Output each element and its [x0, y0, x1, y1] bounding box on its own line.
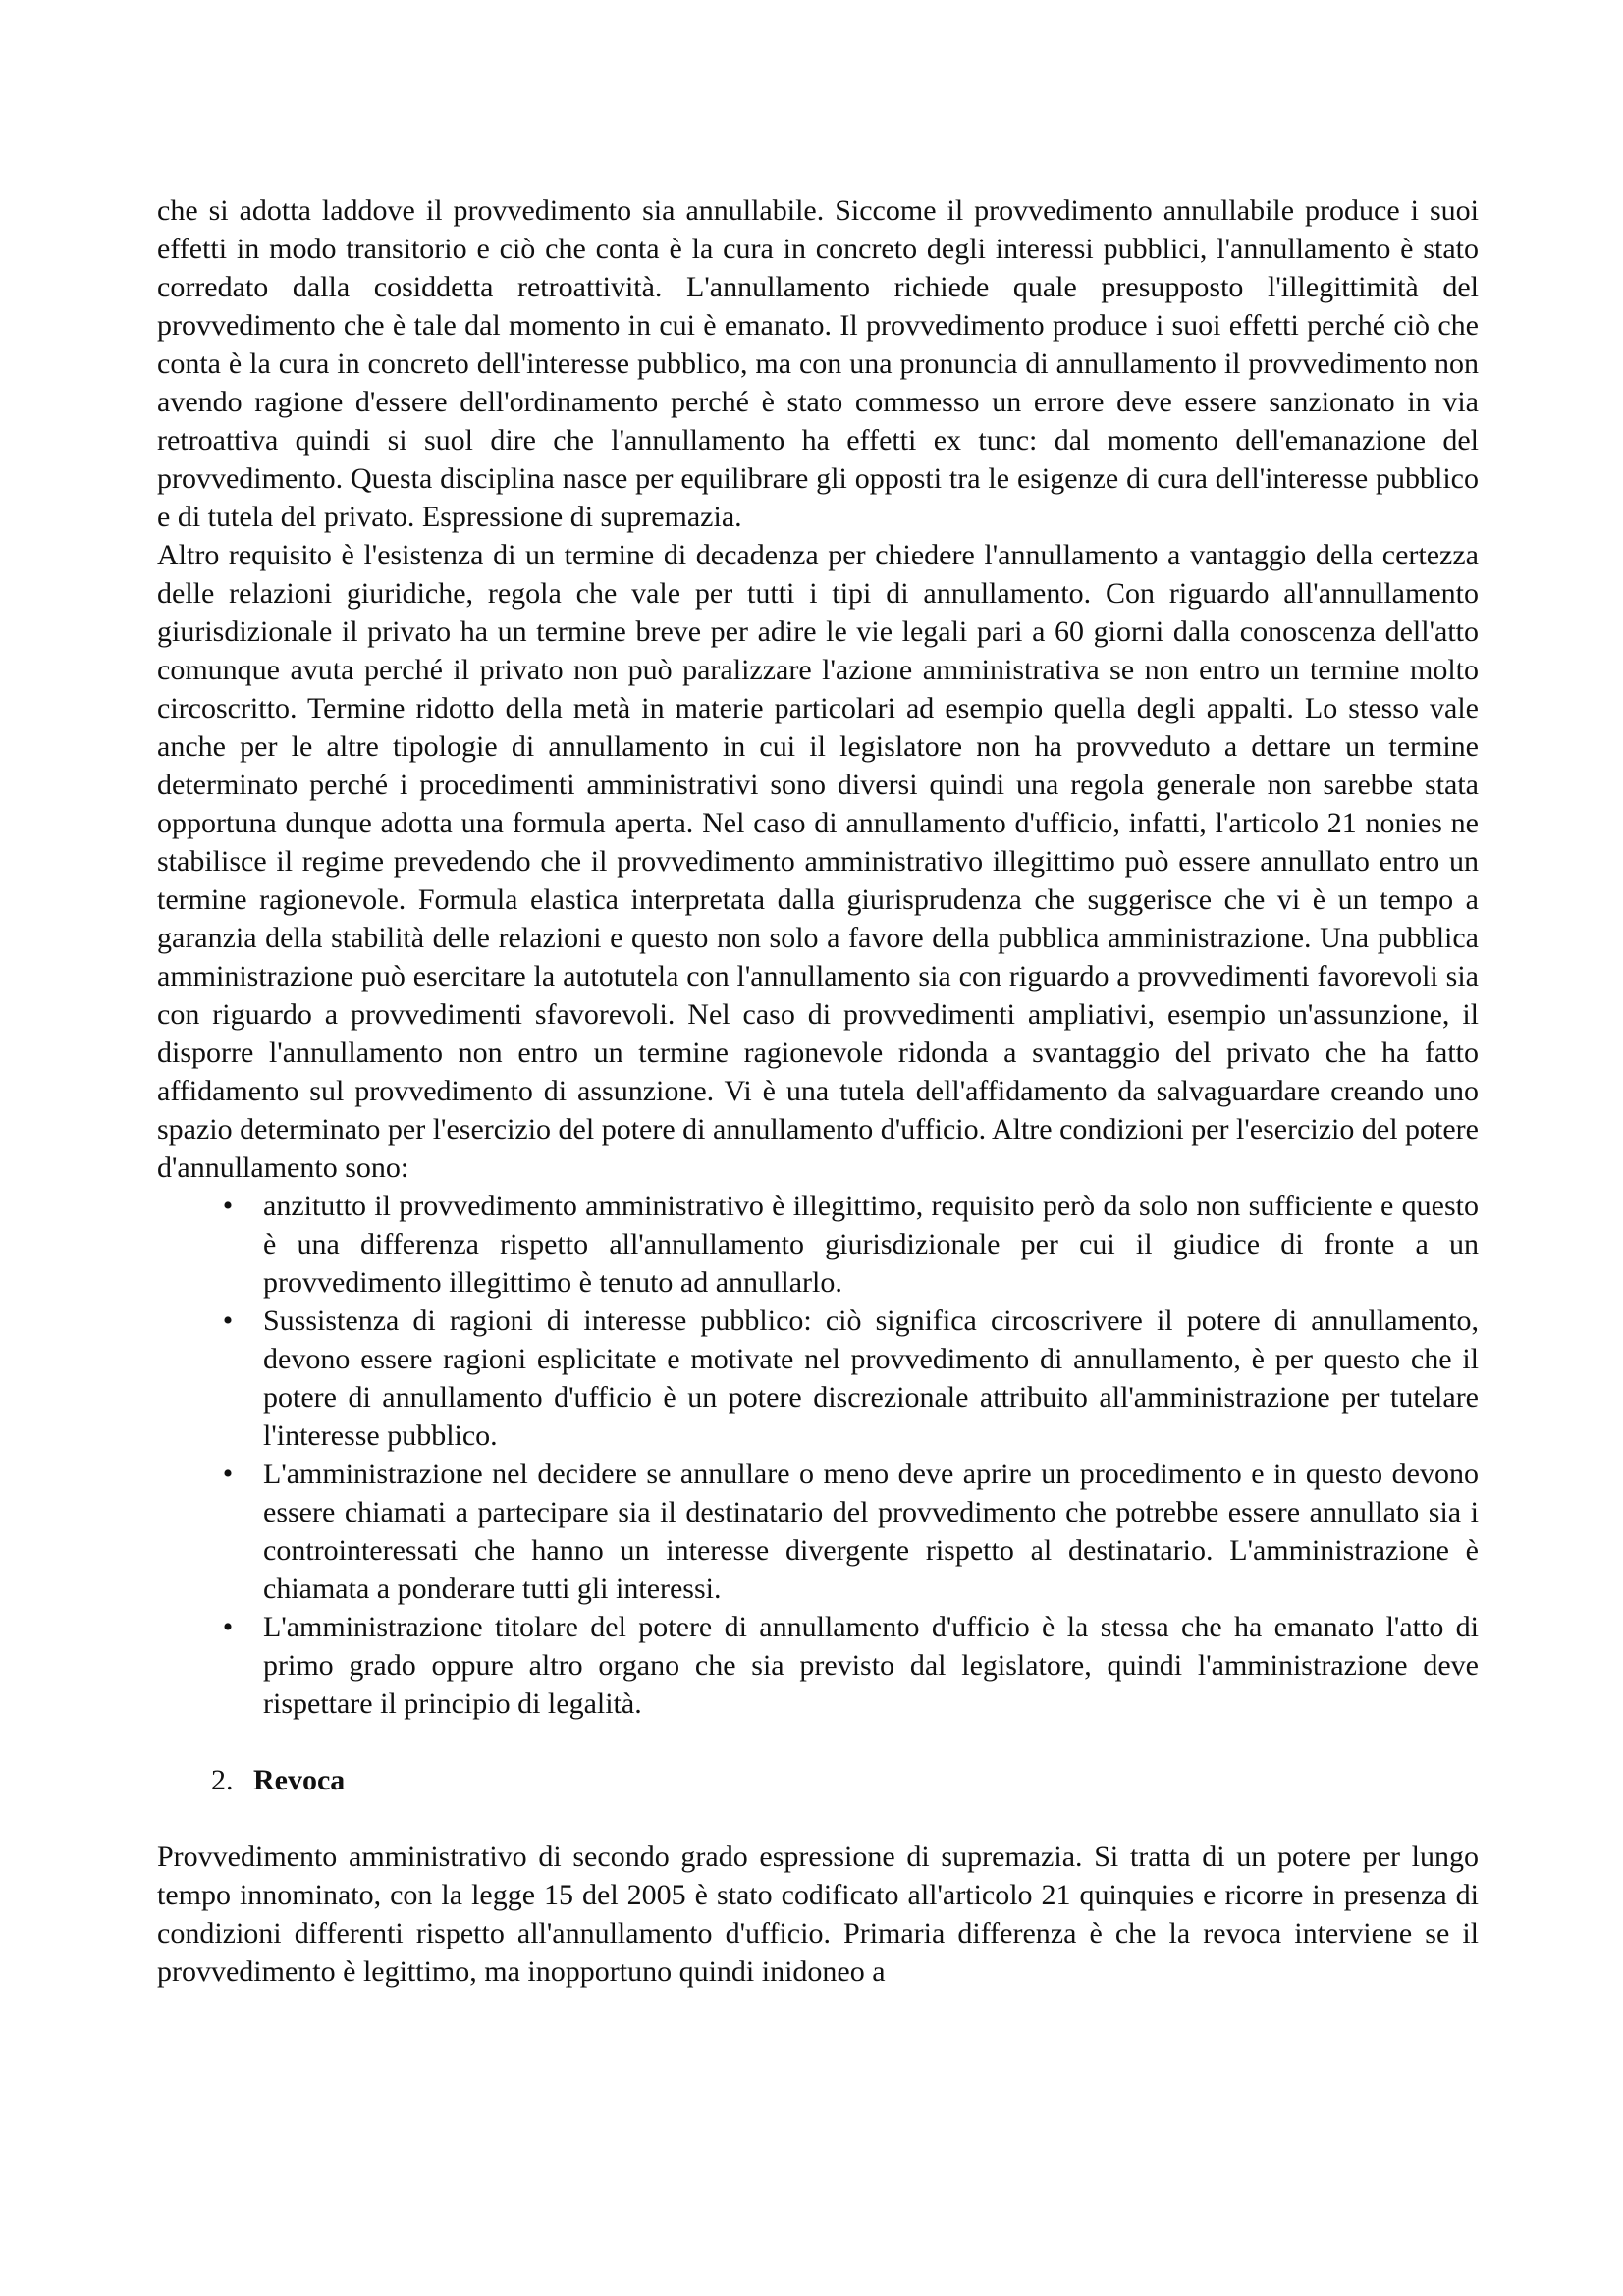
section-title: Revoca [253, 1764, 346, 1796]
document-page [157, 191, 1479, 1991]
list-item [222, 1187, 1479, 1302]
list-item [222, 1608, 1479, 1723]
bullet-icon: • [222, 1611, 234, 1643]
paragraph-termine-decadenza: Altro requisito è l'esistenza di un termine di decadenza per chiedere l'annullamento a vantaggio della certezza delle relazioni giuridiche, regola che vale per tutti i tipi di annullamento. Con riguardo all'annullamento giurisdizionale il privato ha un termine breve per adire le vie legali pari a 60 giorni dalla conoscenza dell'atto comunque avuta perché il privato non può paralizzare l'azione amministrativa se non entro un termine molto circoscritto. Termine ridotto della metà in materie particolari ad esempio quella degli appalti. Lo stesso vale anche per le altre tipologie di annullamento in cui il legislatore non ha provveduto a dettare un termine determinato perché i procedimenti amministrativi sono diversi quindi una regola generale non sarebbe stata opportuna dunque adotta una formula aperta. Nel caso di annullamento d'ufficio, infatti, l'articolo 21 nonies ne stabilisce il regime prevedendo che il provvedimento amministrativo illegittimo può essere annullato entro un termine ragionevole. Formula elastica interpretata dalla giurisprudenza che suggerisce che vi è un tempo a garanzia della stabilità delle relazioni e questo non solo a favore della pubblica amministrazione. Una pubblica amministrazione può esercitare la autotutela con l'annullamento sia con riguardo a provvedimenti favorevoli sia con riguardo a provvedimenti sfavorevoli. Nel caso di provvedimenti ampliativi, esempio un'assunzione, il disporre l'annullamento non entro un termine ragionevole ridonda a svantaggio del privato che ha fatto affidamento sul provvedimento di assunzione. Vi è una tutela dell'affidamento da salvaguardare creando uno spazio determinato per l'esercizio del potere di annullamento d'ufficio. Altre condizioni per l'esercizio del potere d'annullamento sono: [157, 539, 1479, 1184]
paragraph-annullamento-intro: che si adotta laddove il provvedimento sia annullabile. Siccome il provvedimento annullabile produce i suoi effetti in modo transitorio e ciò che conta è la cura in concreto degli interessi pubblici, l'annullamento è stato corredato dalla cosiddetta retroattività. L'annullamento richiede quale presupposto l'illegittimità del provvedimento che è tale dal momento in cui è emanato. Il provvedimento produce i suoi effetti perché ciò che conta è la cura in concreto dell'interesse pubblico, ma con una pronuncia di annullamento il provvedimento non avendo ragione d'essere dell'ordinamento perché è stato commesso un errore deve essere sanzionato in via retroattiva quindi si suol dire che l'annullamento ha effetti ex tunc: dal momento dell'emanazione del provvedimento. Questa disciplina nasce per equilibrare gli opposti tra le esigenze di cura dell'interesse pubblico e di tutela del privato. Espressione di supremazia. [157, 194, 1479, 533]
list-item-text: L'amministrazione nel decidere se annullare o meno deve aprire un procedimento e in questo devono essere chiamati a partecipare sia il destinatario del provvedimento che potrebbe essere annullato sia i controinteressati che hanno un interesse divergente rispetto al destinatario. L'amministrazione è chiamata a ponderare tutti gli interessi. [263, 1458, 1479, 1605]
bullet-icon: • [222, 1458, 234, 1490]
list-item [222, 1302, 1479, 1455]
bullet-icon: • [222, 1305, 234, 1337]
list-item-text: anzitutto il provvedimento amministrativo è illegittimo, requisito però da solo non sufficiente e questo è una differenza rispetto all'annullamento giurisdizionale per cui il giudice di fronte a un provvedimento illegittimo è tenuto ad annullarlo. [263, 1190, 1479, 1299]
list-item-text: L'amministrazione titolare del potere di annullamento d'ufficio è la stessa che ha emanato l'atto di primo grado oppure altro organo che sia previsto dal legislatore, quindi l'amministrazione deve rispettare il principio di legalità. [263, 1611, 1479, 1720]
list-item-text: Sussistenza di ragioni di interesse pubblico: ciò significa circoscrivere il potere di annullamento, devono essere ragioni esplicitate e motivate nel provvedimento di annullamento, è per questo che il potere di annullamento d'ufficio è un potere discrezionale attribuito all'amministrazione per tutelare l'interesse pubblico. [263, 1305, 1479, 1452]
list-item [222, 1455, 1479, 1608]
paragraph-revoca: Provvedimento amministrativo di secondo grado espressione di supremazia. Si tratta di un potere per lungo tempo innominato, con la legge 15 del 2005 è stato codificato all'articolo 21 quinquies e ricorre in presenza di condizioni differenti rispetto all'annullamento d'ufficio. Primaria differenza è che la revoca interviene se il provvedimento è legittimo, ma inopportuno quindi inidoneo a [157, 1841, 1479, 1988]
section-heading [157, 1761, 1479, 1799]
bullet-icon: • [222, 1190, 234, 1222]
section-number: 2. [211, 1764, 234, 1796]
conditions-list [157, 1187, 1479, 1723]
